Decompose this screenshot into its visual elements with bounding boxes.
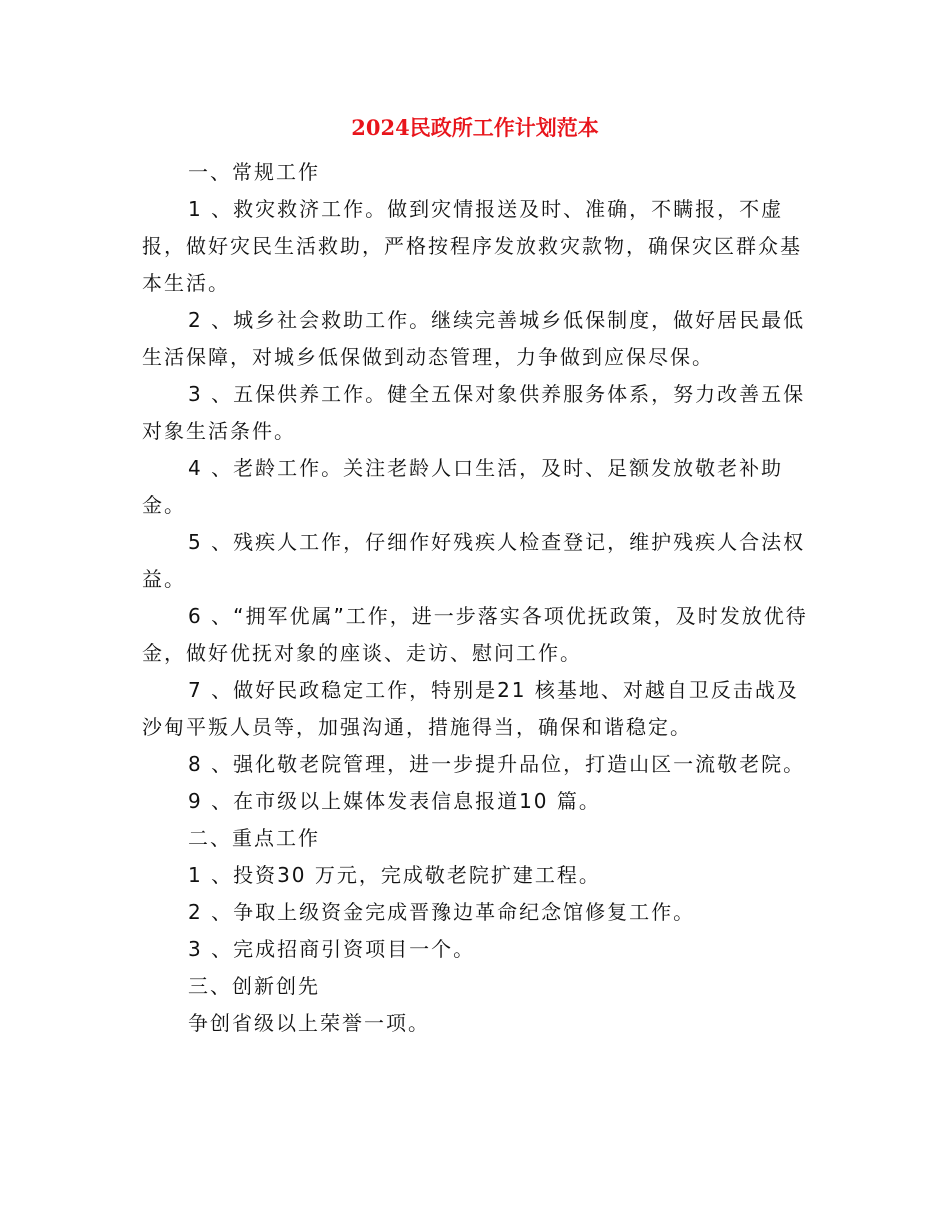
section-heading: 一、常规工作: [188, 160, 320, 184]
paragraph: 1 、投资30 万元，完成敬老院扩建工程。: [188, 863, 601, 887]
paragraph: 2 、城乡社会救助工作。继续完善城乡低保制度，做好居民最低生活保障，对城乡低保做到动态管理，力争做到应保尽保。: [142, 308, 806, 369]
paragraph: 2 、争取上级资金完成晋豫边革命纪念馆修复工作。: [188, 900, 696, 924]
paragraph: 4 、老龄工作。关注老龄人口生活，及时、足额发放敬老补助金。: [142, 456, 784, 517]
document-body: [142, 154, 810, 1042]
paragraph: 5 、残疾人工作，仔细作好残疾人检查登记，维护残疾人合法权益。: [142, 530, 806, 591]
section-heading: 二、重点工作: [188, 826, 320, 850]
paragraph: 3 、五保供养工作。健全五保对象供养服务体系，努力改善五保对象生活条件。: [142, 382, 806, 443]
paragraph: 9 、在市级以上媒体发表信息报道10 篇。: [188, 789, 601, 813]
paragraph: 8 、强化敬老院管理，进一步提升品位，打造山区一流敬老院。: [188, 752, 806, 776]
paragraph: 1 、救灾救济工作。做到灾情报送及时、准确，不瞒报，不虚报，做好灾民生活救助，严格按程序发放救灾款物，确保灾区群众基本生活。: [142, 197, 802, 295]
paragraph: 7 、做好民政稳定工作，特别是21 核基地、对越自卫反击战及沙甸平叛人员等，加强沟通，措施得当，确保和谐稳定。: [142, 678, 799, 739]
paragraph: 6 、“拥军优属”工作，进一步落实各项优抚政策，及时发放优待金，做好优抚对象的座谈、走访、慰问工作。: [142, 604, 808, 665]
paragraph: 3 、完成招商引资项目一个。: [188, 937, 476, 961]
section-heading: 三、创新创先: [188, 974, 320, 998]
document-title: 2024民政所工作计划范本: [351, 115, 599, 140]
paragraph: 争创省级以上荣誉一项。: [188, 1011, 430, 1035]
